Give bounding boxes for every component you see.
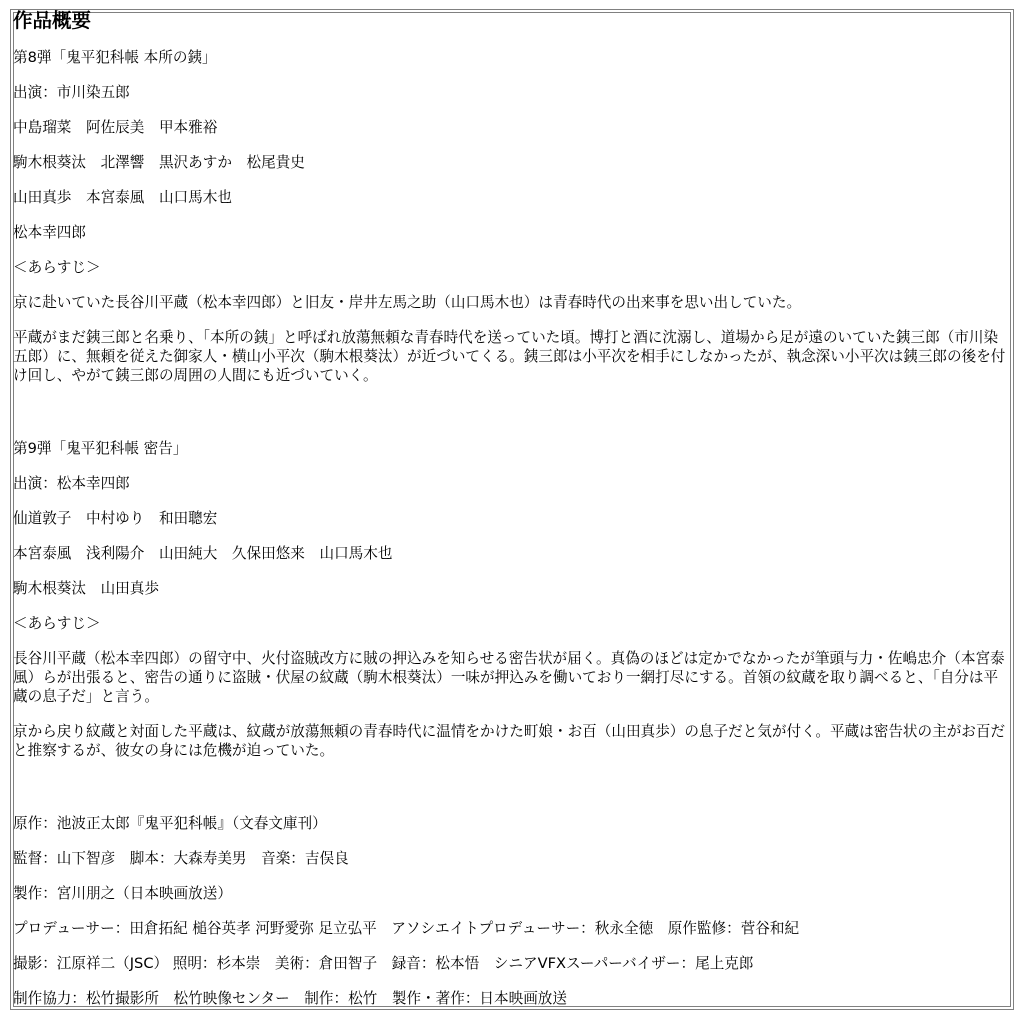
credit-director: 監督：山下智彦 脚本：大森寿美男 音楽：吉俣良 xyxy=(13,850,349,867)
episode-9-synopsis-paragraph-1: 長谷川平蔵（松本幸四郎）の留守中、火付盗賊改方に賊の押込みを知らせる密告状が届く。真偽のほどは定かでなかったが筆頭与力・佐嶋忠介（本宮泰風）らが出張ると、密告の通りに盗賊・伏屋の紋蔵（駒木根葵汰）一味が押込みを働いており一網打尽にする。首領の紋蔵を取り調べると、「自分は平蔵の息子だ」と言う。 xyxy=(13,650,1005,705)
episode-8-cast-line-2: 駒木根葵汰 北澤響 黒沢あすか 松尾貴史 xyxy=(13,154,305,171)
episode-8-cast-line-4: 松本幸四郎 xyxy=(13,224,86,241)
episode-9-cast-line-3: 駒木根葵汰 山田真歩 xyxy=(13,580,159,597)
credit-cooperation: 制作協力：松竹撮影所 松竹映像センター 制作：松竹 製作・著作：日本映画放送 xyxy=(13,990,567,1007)
episode-8-synopsis-paragraph-1: 京に赴いていた長谷川平蔵（松本幸四郎）と旧友・岸井左馬之助（山口馬木也）は青春時代の出来事を思い出していた。 xyxy=(13,294,802,311)
episode-8-cast-line-1: 中島瑠菜 阿佐辰美 甲本雅裕 xyxy=(13,119,218,136)
document-body xyxy=(13,10,1008,1008)
episode-9-section xyxy=(13,439,1008,760)
episode-9-synopsis-paragraph-2: 京から戻り紋蔵と対面した平蔵は、紋蔵が放蕩無頼の青春時代に温情をかけた町娘・お百（山田真歩）の息子だと気が付く。平蔵は密告状の主がお百だと推察するが、彼女の身には危機が迫っていた。 xyxy=(13,723,1006,759)
credit-producers: プロデューサー：田倉拓紀 槌谷英孝 河野愛弥 足立弘平 アソシエイトプロデューサー：秋永全徳 原作監修：菅谷和紀 xyxy=(13,920,800,937)
episode-9-title: 第9弾「鬼平犯科帳 密告」 xyxy=(13,440,188,457)
credit-production: 製作：宮川朋之（日本映画放送） xyxy=(13,885,232,902)
episode-8-section xyxy=(13,48,1008,385)
staff-credits-section xyxy=(13,814,1008,1008)
episode-9-cast-line-1: 仙道敦子 中村ゆり 和田聰宏 xyxy=(13,510,218,527)
credit-original-work: 原作：池波正太郎『鬼平犯科帳』（文春文庫刊） xyxy=(13,815,327,832)
page-title: 作品概要 xyxy=(13,9,92,32)
episode-8-synopsis-paragraph-2: 平蔵がまだ銕三郎と名乗り、「本所の銕」と呼ばれ放蕩無頼な青春時代を送っていた頃。博打と酒に沈溺し、道場から足が遠のいていた銕三郎（市川染五郎）に、無頼を従えた御家人・横山小平次（駒木根葵汰）が近づいてくる。銕三郎は小平次を相手にしなかったが、執念深い小平次は銕三郎の後を付け回し、やがて銕三郎の周囲の人間にも近づいていく。 xyxy=(13,329,1006,384)
episode-9-cast-line-2: 本宮泰風 浅利陽介 山田純大 久保田悠来 山口馬木也 xyxy=(13,545,393,562)
credit-camera: 撮影：江原祥二（JSC） 照明：杉本崇 美術：倉田智子 録音：松本悟 シニアVFXスーパーバイザー：尾上克郎 xyxy=(13,955,754,972)
episode-9-synopsis-label: ＜あらすじ＞ xyxy=(13,615,101,632)
episode-8-cast-intro: 出演：市川染五郎 xyxy=(13,84,130,101)
episode-9-cast-intro: 出演：松本幸四郎 xyxy=(13,475,130,492)
episode-8-synopsis-label: ＜あらすじ＞ xyxy=(13,259,101,276)
episode-8-cast-line-3: 山田真歩 本宮泰風 山口馬木也 xyxy=(13,189,232,206)
episode-8-title: 第8弾「鬼平犯科帳 本所の銕」 xyxy=(13,49,217,66)
